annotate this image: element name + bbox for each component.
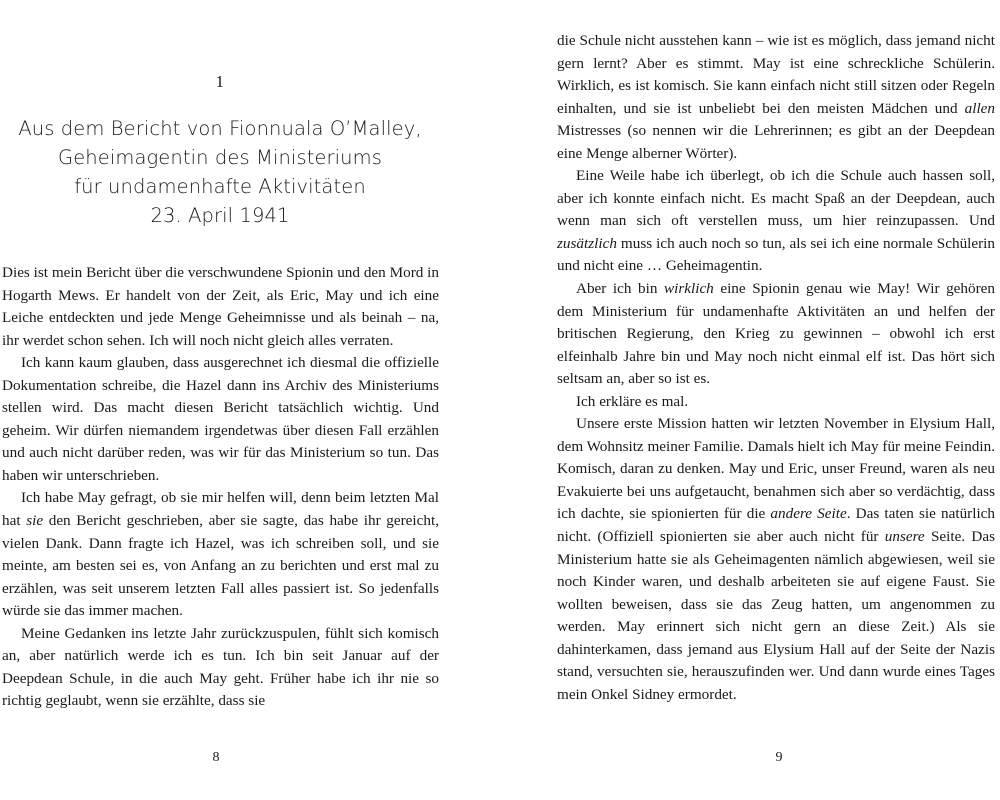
paragraph-text: Eine Weile habe ich überlegt, ob ich die Schule auch hassen soll, aber ich konnte einfach nicht. Es macht Spaß an der Deepdean, auch wenn man sich oft verstellen muss, um hier reinzupassen. Und (557, 167, 995, 230)
emphasized-text: wirklich (664, 280, 714, 298)
paragraph-text: Seite. Das Ministerium hatte sie als Geheimagenten nämlich abgewiesen, weil sie noch Kinder waren, und deshalb arbeiteten sie auf eigene Faust. Sie wollten beweisen, dass sie das Zeug hatten, um angenommen zu werden. May erinnert sich nicht gern an diese Zeit.) Als sie dahinterkamen, dass jemand aus Elysium Hall auf der Seite der Nazis stand, versuchten sie, herauszufinden wer. Und dann wurde eines Tages mein Onkel Sidney ermordet. (557, 528, 995, 703)
page-number: 8 (212, 750, 220, 765)
chapter-title (0, 114, 440, 230)
paragraph-text: den Bericht geschrieben, aber sie sagte, das habe ihr gereicht, vielen Dank. Dann fragte ich Hazel, was ich schreiben soll, und sie meinte, am besten sei es, von Anfang an zu berichten und erst mal zu erzählen, was seit unserem letzten Fall alles passiert ist. So jedenfalls würde sie das immer machen. (2, 512, 439, 620)
body-paragraph (2, 487, 439, 622)
paragraph-text: Mistresses (so nennen wir die Lehrerinnen; es gibt an der Deepdean eine Menge alberner Wörter). (557, 122, 995, 162)
chapter-title-line: Aus dem Bericht von Fionnuala O’Malley, (18, 117, 422, 140)
emphasized-text: allen (964, 99, 995, 117)
body-paragraph (2, 262, 439, 352)
body-paragraph (557, 413, 995, 706)
paragraph-text: Ich habe May gefragt, ob sie mir helfen will, denn beim letzten Mal hat (2, 489, 439, 530)
chapter-number: 1 (215, 72, 225, 91)
body-paragraph (557, 30, 995, 165)
emphasized-text: zusätzlich (557, 234, 617, 252)
paragraph-text: Ich kann kaum glauben, dass ausgerechnet ich diesmal die offizielle Dokumentation schreibe, die Hazel dann ins Archiv des Ministeriums stellen wird. Das macht diesen Bericht tatsächlich wichtig. Und geheim. Wir dürfen niemandem irgendetwas über diesen Fall erzählen und auch nicht darüber reden, was wir für das Ministerium so tun. Das haben wir unterschrieben. (2, 354, 439, 484)
paragraph-text: Aber ich bin (576, 280, 664, 298)
paragraph-text: . Das taten sie natürlich nicht. (Offiziell spionierten sie aber auch nicht für (557, 505, 996, 546)
paragraph-text: die Schule nicht ausstehen kann – wie ist es möglich, dass jemand nicht gern lernt? Aber es stimmt. May ist eine schreckliche Schülerin. Wirklich, es ist komisch. Sie kann einfach nicht still sitzen oder Regeln einhalten, und sie ist unbeliebt bei den meisten Mädchen und (557, 32, 995, 117)
paragraph-text: eine Spionin genau wie May! Wir gehören dem Ministerium für undamenhafte Aktivitäten an und helfen der britischen Regierung, den Krieg zu gewinnen – obwohl ich erst elfeinhalb Jahre bin und May noch nicht einmal elf ist. Das hört sich seltsam an, aber so ist es. (557, 280, 995, 388)
right-page (500, 0, 1000, 800)
right-body-text (557, 30, 995, 706)
body-paragraph (557, 278, 995, 391)
body-paragraph (2, 352, 439, 487)
chapter-title-line: 23. April 1941 (150, 204, 290, 227)
page-number: 9 (775, 750, 783, 765)
paragraph-text: Unsere erste Mission hatten wir letzten November in Elysium Hall, dem Wohnsitz meiner Familie. Damals hielt ich May für meine Feindin. Komisch, daran zu denken. May und Eric, unser Freund, waren als neu Evakuierte bei uns aufgetaucht, benahmen sich aber so verdächtig, dass ich dachte, sie spionierten für die (557, 415, 995, 523)
chapter-title-line: Geheimagentin des Ministeriums (57, 146, 382, 169)
emphasized-text: andere Seite (770, 505, 847, 523)
paragraph-text: Dies ist mein Bericht über die verschwundene Spionin und den Mord in Hogarth Mews. Er handelt von der Zeit, als Eric, May und ich eine Leiche entdeckten und jede Menge Geheimnisse und als beinah – na, ihr werdet schon sehen. Ich will noch nicht gleich alles verraten. (2, 264, 439, 349)
body-paragraph (557, 391, 995, 414)
left-body-text (2, 262, 439, 713)
body-paragraph (2, 623, 439, 713)
paragraph-text: muss ich auch noch so tun, als sei ich eine normale Schülerin und nicht eine … Geheimagentin. (557, 234, 995, 275)
paragraph-text: Meine Gedanken ins letzte Jahr zurückzuspulen, fühlt sich komisch an, aber natürlich werde ich es tun. Ich bin seit Januar auf der Deepdean Schule, in die auch May geht. Früher habe ich ihr nie so richtig geglaubt, wenn sie erzählte, dass sie (2, 624, 439, 710)
paragraph-text: Ich erkläre es mal. (576, 392, 689, 410)
emphasized-text: sie (26, 512, 44, 530)
emphasized-text: unsere (884, 528, 925, 546)
body-paragraph (557, 165, 995, 278)
chapter-title-line: für undamenhafte Aktivitäten (74, 175, 366, 198)
